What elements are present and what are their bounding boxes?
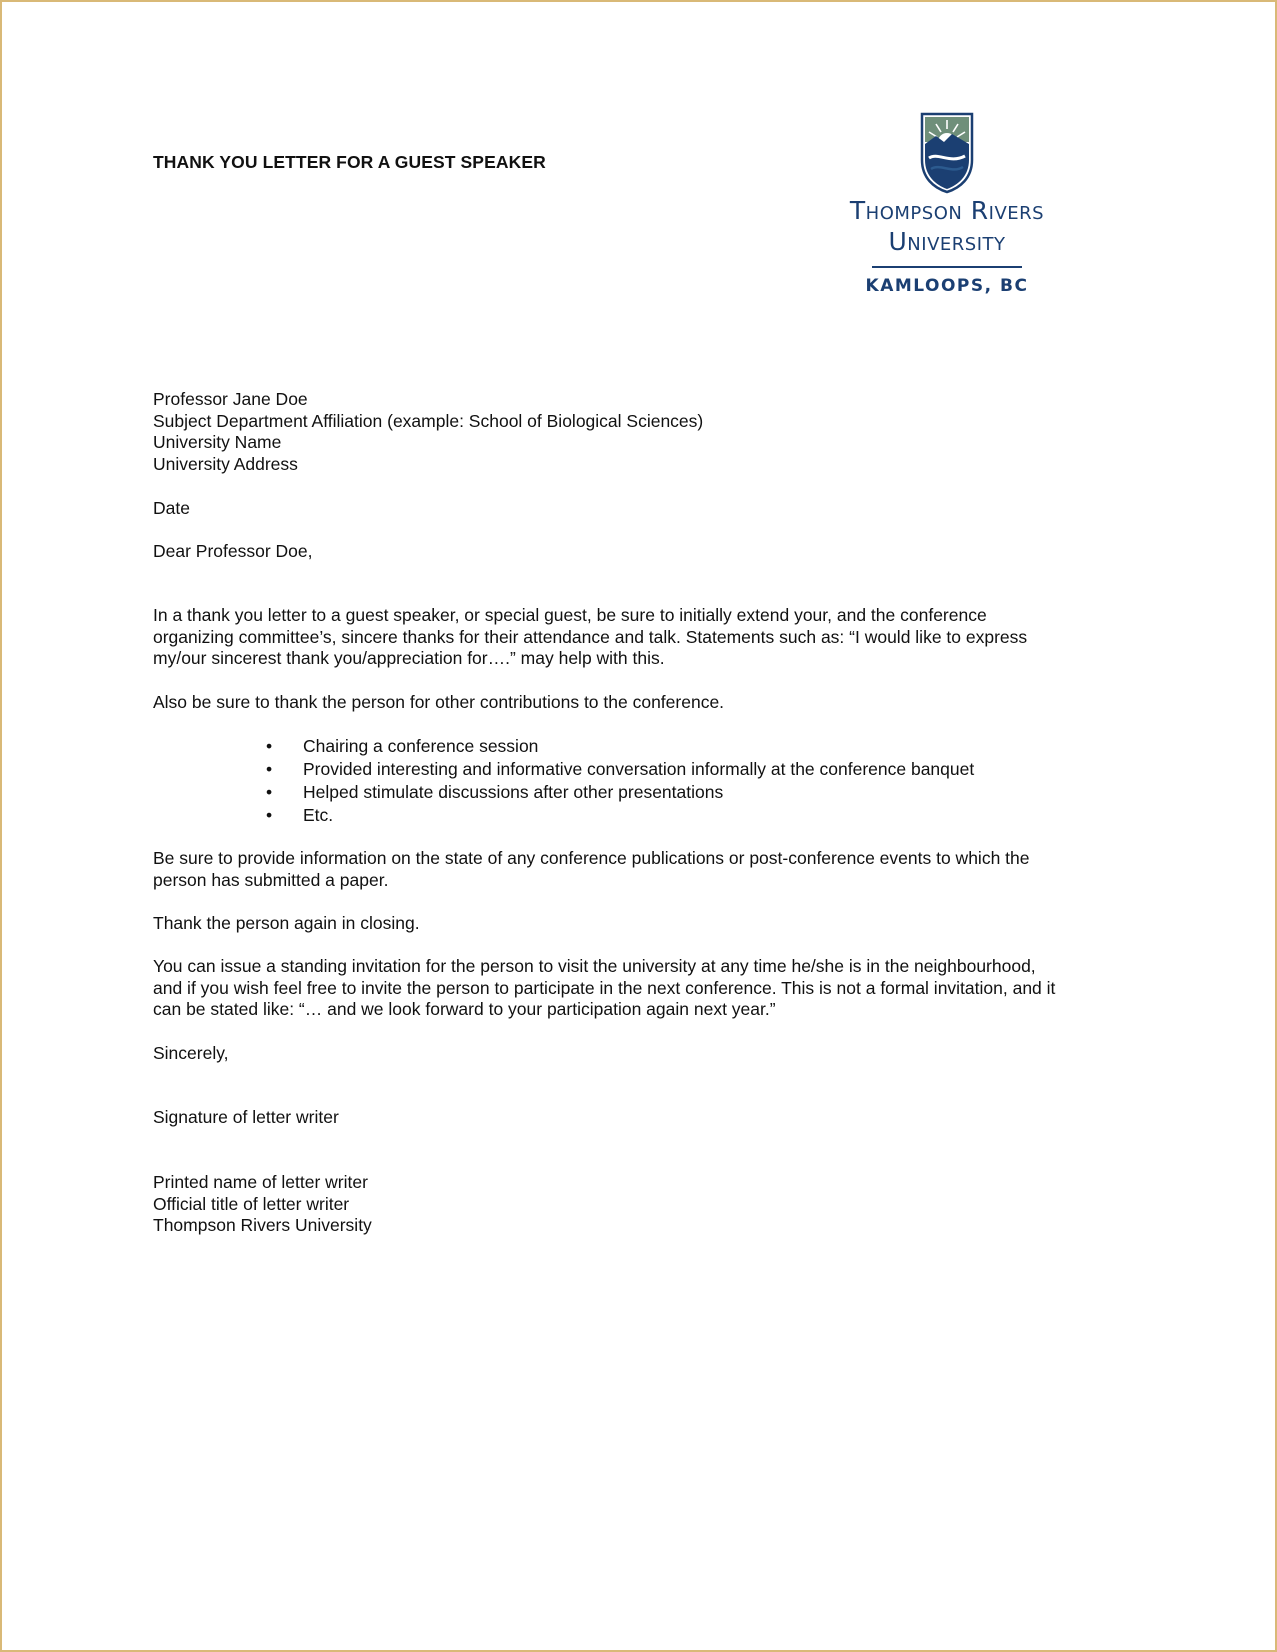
recipient-name: Professor Jane Doe (153, 389, 308, 409)
paragraph-line: You can issue a standing invitation for the person to visit the university at any time he/she is in the neighbourhood, (153, 956, 1036, 976)
publications-paragraph (153, 848, 1143, 891)
sender-printed-name: Printed name of letter writer (153, 1172, 368, 1192)
bullet-icon: • (266, 805, 273, 825)
list-item-text: Provided interesting and informative conversation informally at the conference banquet (303, 759, 975, 779)
recipient-address: University Address (153, 453, 298, 474)
paragraph-line: In a thank you letter to a guest speaker, or special guest, be sure to initially extend your, and the conference (153, 605, 987, 625)
university-logo (822, 112, 1082, 302)
closing-thanks-paragraph: Thank the person again in closing. (153, 913, 420, 933)
list-item-text: Helped stimulate discussions after other presentations (303, 782, 724, 802)
logo-divider (872, 266, 1022, 268)
list-item (153, 804, 1143, 827)
document-title: THANK YOU LETTER FOR A GUEST SPEAKER (153, 152, 546, 172)
list-item (153, 735, 1143, 758)
paragraph-line: my/our sincerest thank you/appreciation for….” may help with this. (153, 648, 665, 668)
invitation-paragraph (153, 956, 1143, 1021)
paragraph-line: Be sure to provide information on the state of any conference publications or post-conference events to which the (153, 848, 1030, 868)
recipient-department: Subject Department Affiliation (example: School of Biological Sciences) (153, 410, 704, 431)
logo-text-location: KAMLOOPS, BC (865, 276, 1029, 296)
paragraph-line: and if you wish feel free to invite the person to participate in the next conference. This is not a formal invitation, and it (153, 977, 1056, 998)
list-item (153, 781, 1143, 804)
sender-block (153, 1172, 1143, 1237)
logo-text-university: University (888, 227, 1006, 256)
list-item-text: Chairing a conference session (303, 736, 539, 756)
intro-paragraph (153, 605, 1143, 670)
recipient-university: University Name (153, 432, 282, 452)
logo-text-thompson-rivers: Thompson Rivers (849, 196, 1045, 225)
shield-crest-icon (920, 112, 974, 194)
letter-date: Date (153, 498, 190, 518)
list-item (153, 758, 1143, 781)
contributions-list (153, 735, 1143, 827)
list-item-text: Etc. (303, 805, 334, 825)
sender-title: Official title of letter writer (153, 1193, 350, 1214)
bullet-icon: • (266, 736, 273, 756)
signature-line: Signature of letter writer (153, 1107, 339, 1127)
contributions-paragraph: Also be sure to thank the person for other contributions to the conference. (153, 692, 725, 712)
bullet-icon: • (266, 782, 273, 802)
bullet-icon: • (266, 759, 273, 779)
closing: Sincerely, (153, 1043, 229, 1063)
sender-institution: Thompson Rivers University (153, 1215, 372, 1235)
paragraph-line: person has submitted a paper. (153, 869, 389, 890)
recipient-address-block (153, 389, 1143, 475)
paragraph-line: can be stated like: “… and we look forward to your participation again next year.” (153, 999, 776, 1019)
paragraph-line: organizing committee’s, sincere thanks for their attendance and talk. Statements such as: “I would like to express (153, 626, 1028, 647)
salutation: Dear Professor Doe, (153, 541, 313, 561)
